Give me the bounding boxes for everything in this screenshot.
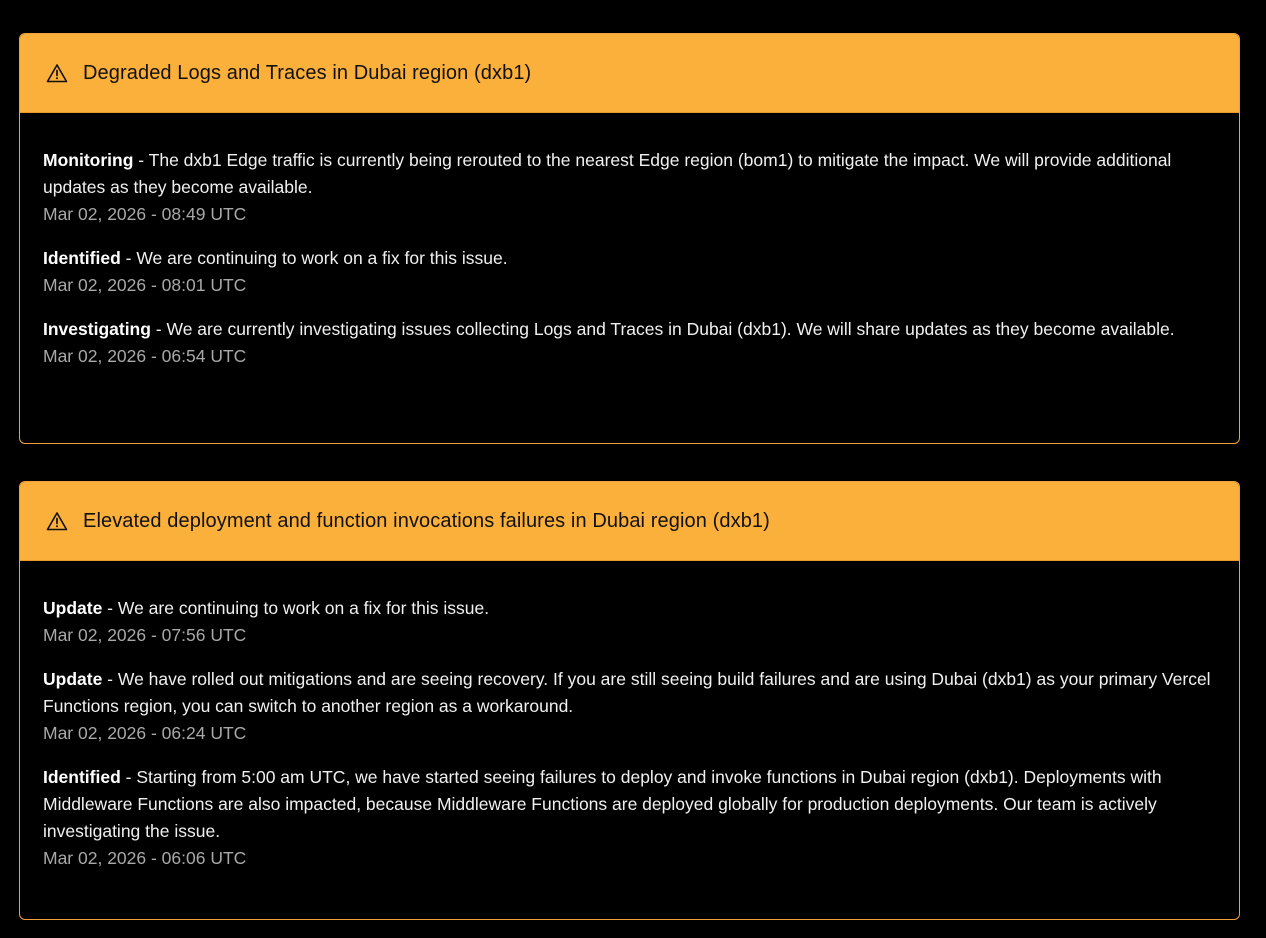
update-timestamp: Mar 02, 2026 - 07:56 UTC bbox=[43, 625, 247, 645]
update-timestamp: Mar 02, 2026 - 06:06 UTC bbox=[43, 848, 247, 868]
update-item bbox=[43, 595, 1216, 649]
update-item bbox=[43, 147, 1216, 228]
incident-title: Elevated deployment and function invocations failures in Dubai region (dxb1) bbox=[83, 509, 770, 532]
incident-title: Degraded Logs and Traces in Dubai region (dxb1) bbox=[83, 61, 532, 84]
update-timestamp: Mar 02, 2026 - 08:49 UTC bbox=[43, 204, 247, 224]
update-status: Update bbox=[43, 669, 103, 689]
update-item bbox=[43, 666, 1216, 747]
update-separator: - bbox=[133, 150, 149, 170]
update-status: Update bbox=[43, 598, 103, 618]
update-timestamp: Mar 02, 2026 - 06:54 UTC bbox=[43, 346, 247, 366]
update-text bbox=[43, 595, 1216, 622]
warning-triangle-icon bbox=[45, 509, 69, 533]
update-status: Identified bbox=[43, 248, 121, 268]
incident-updates bbox=[20, 561, 1239, 872]
update-status: Investigating bbox=[43, 319, 151, 339]
update-text bbox=[43, 764, 1216, 845]
update-text bbox=[43, 666, 1216, 720]
update-message: Starting from 5:00 am UTC, we have started seeing failures to deploy and invoke functions in Dubai region (dxb1). Deployments with Middleware Functions are also impacted, because Middleware Functions are deployed globally for production deployments. Our team is actively investigating the issue. bbox=[43, 767, 1162, 841]
update-message: The dxb1 Edge traffic is currently being rerouted to the nearest Edge region (bom1) to mitigate the impact. We will provide additional updates as they become available. bbox=[43, 150, 1172, 197]
update-status: Monitoring bbox=[43, 150, 134, 170]
incident-card bbox=[19, 33, 1240, 444]
update-text bbox=[43, 245, 1216, 272]
update-message: We are continuing to work on a fix for this issue. bbox=[136, 248, 508, 268]
incident-updates bbox=[20, 113, 1239, 370]
update-timestamp: Mar 02, 2026 - 08:01 UTC bbox=[43, 275, 247, 295]
update-separator: - bbox=[120, 767, 137, 787]
update-separator: - bbox=[150, 319, 167, 339]
update-separator: - bbox=[102, 598, 118, 618]
incident-header[interactable] bbox=[20, 482, 1239, 561]
incident-header[interactable] bbox=[20, 34, 1239, 113]
update-separator: - bbox=[102, 669, 118, 689]
warning-triangle-icon bbox=[45, 61, 69, 85]
update-text bbox=[43, 147, 1216, 201]
update-item bbox=[43, 316, 1216, 370]
incident-card bbox=[19, 481, 1240, 920]
update-status: Identified bbox=[43, 767, 121, 787]
update-message: We are continuing to work on a fix for this issue. bbox=[117, 598, 490, 618]
update-message: We have rolled out mitigations and are seeing recovery. If you are still seeing build failures and are using Dubai (dxb1) as your primary Vercel Functions region, you can switch to another region as a workaround. bbox=[43, 669, 1211, 716]
update-timestamp: Mar 02, 2026 - 06:24 UTC bbox=[43, 723, 247, 743]
update-message: We are currently investigating issues collecting Logs and Traces in Dubai (dxb1). We will share updates as they become available. bbox=[166, 319, 1175, 339]
update-item bbox=[43, 764, 1216, 872]
update-item bbox=[43, 245, 1216, 299]
update-separator: - bbox=[120, 248, 137, 268]
update-text bbox=[43, 316, 1216, 343]
